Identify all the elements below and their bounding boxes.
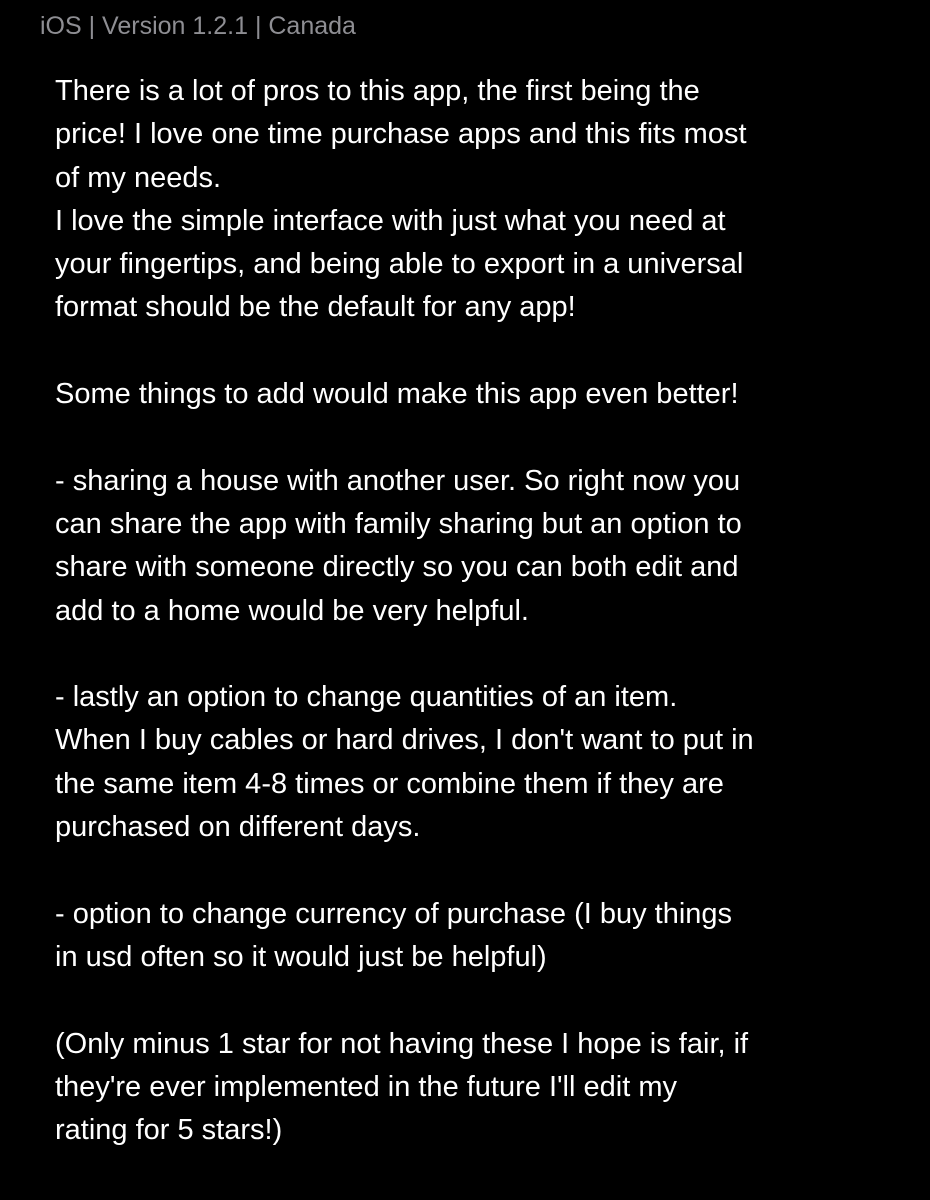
review-line: purchased on different days. [55, 811, 421, 844]
review-line: they're ever implemented in the future I'll edit my [55, 1070, 677, 1103]
review-line: Some things to add would make this app even better! [55, 378, 739, 411]
review-line: There is a lot of pros to this app, the first being the [55, 75, 700, 107]
review-paragraph [55, 893, 885, 980]
review-line: When I buy cables or hard drives, I don't want to put in [55, 724, 754, 757]
review-line: I love the simple interface with just what you need at [55, 204, 726, 237]
review-line: price! I love one time purchase apps and this fits most [55, 118, 747, 151]
review-paragraph [55, 373, 885, 416]
review-line: of my needs. [55, 161, 222, 194]
review-body [55, 70, 885, 1152]
review-line: - option to change currency of purchase (I buy things [55, 897, 733, 930]
review-paragraph [55, 1023, 885, 1153]
review-line: in usd often so it would just be helpful) [55, 940, 547, 973]
review-line: share with someone directly so you can both edit and [55, 551, 739, 584]
review-line: - lastly an option to change quantities of an item. [55, 681, 678, 714]
review-line: - sharing a house with another user. So right now you [55, 464, 741, 497]
review-meta: iOS | Version 1.2.1 | Canada [40, 12, 356, 40]
review-paragraph [55, 70, 885, 330]
review-line: can share the app with family sharing but an option to [55, 507, 742, 540]
review-line: rating for 5 stars!) [55, 1114, 283, 1147]
review-line: add to a home would be very helpful. [55, 594, 529, 627]
review-line: the same item 4-8 times or combine them if they are [55, 767, 724, 800]
review-line: format should be the default for any app! [55, 291, 576, 324]
review-paragraph [55, 460, 885, 633]
review-line: (Only minus 1 star for not having these I hope is fair, if [55, 1027, 749, 1060]
review-paragraph [55, 676, 885, 849]
review-line: your fingertips, and being able to export in a universal [55, 248, 744, 281]
